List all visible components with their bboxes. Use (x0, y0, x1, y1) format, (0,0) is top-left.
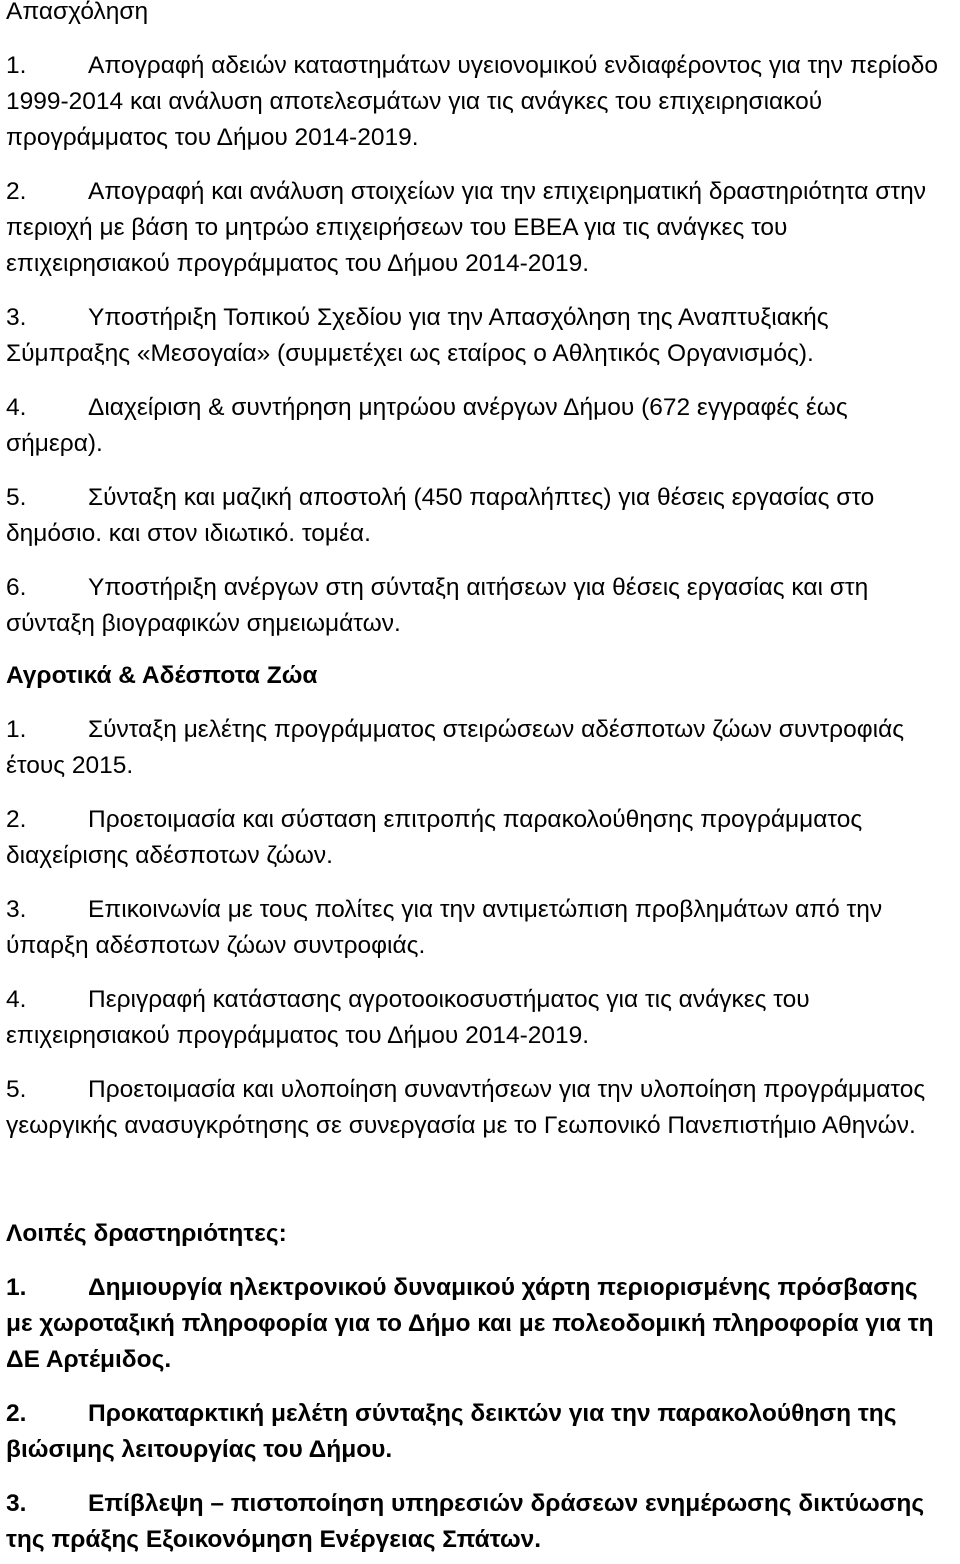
item-number: 4. (6, 394, 27, 421)
item-number: 3. (6, 896, 27, 923)
item-text: Επικοινωνία με τους πολίτες για την αντιμετώπιση προβλημάτων από την ύπαρξη αδέσποτων ζώων συντροφιάς. (6, 896, 883, 959)
list-item (6, 570, 950, 642)
item-number: 4. (6, 986, 27, 1013)
item-number: 6. (6, 574, 27, 601)
item-text: Απογραφή και ανάλυση στοιχείων για την επιχειρηματική δραστηριότητα στην περιοχή με βάση το μητρώο επιχειρήσεων του ΕΒΕΑ για τις ανάγκες του επιχειρησιακού προγράμματος του Δήμου 2014-2019. (6, 178, 926, 277)
item-text: Προκαταρκτική μελέτη σύνταξης δεικτών για την παρακολούθηση της βιώσιμης λειτουργίας του Δήμου. (6, 1400, 897, 1463)
list-item (6, 174, 950, 282)
item-text: Σύνταξη και μαζική αποστολή (450 παραλήπτες) για θέσεις εργασίας στο δημόσιο. και στον ιδιωτικό. τομέα. (6, 484, 875, 547)
list-item (6, 1270, 950, 1378)
list-item (6, 982, 950, 1054)
item-text: Υποστήριξη ανέργων στη σύνταξη αιτήσεων για θέσεις εργασίας και στη σύνταξη βιογραφικών σημειωμάτων. (6, 574, 869, 637)
item-text: Περιγραφή κατάστασης αγροτοοικοσυστήματος για τις ανάγκες του επιχειρησιακού προγράμματος του Δήμου 2014-2019. (6, 986, 810, 1049)
list-item (6, 1396, 950, 1468)
item-number: 3. (6, 1490, 27, 1517)
list-item (6, 712, 950, 784)
list-item (6, 48, 950, 156)
item-number: 5. (6, 484, 27, 511)
item-number: 2. (6, 1400, 27, 1427)
item-text: Δημιουργία ηλεκτρονικού δυναμικού χάρτη περιορισμένης πρόσβασης με χωροταξική πληροφορία για το Δήμο και με πολεοδομική πληροφορία για τη ΔΕ Αρτέμιδος. (6, 1274, 934, 1373)
list-item (6, 1486, 950, 1558)
other-activities-list (6, 1270, 950, 1558)
item-text: Απογραφή αδειών καταστημάτων υγειονομικού ενδιαφέροντος για την περίοδο 1999-2014 και ανάλυση αποτελεσμάτων για τις ανάγκες του επιχειρησιακού προγράμματος του Δήμου 2014-2019. (6, 52, 938, 151)
item-number: 1. (6, 52, 27, 79)
list-item (6, 802, 950, 874)
list-item (6, 1072, 950, 1144)
item-number: 1. (6, 716, 27, 743)
item-number: 2. (6, 178, 27, 205)
item-text: Προετοιμασία και υλοποίηση συναντήσεων για την υλοποίηση προγράμματος γεωργικής ανασυγκρότησης σε συνεργασία με το Γεωπονικό Πανεπιστήμιο Αθηνών. (6, 1076, 926, 1139)
item-number: 5. (6, 1076, 27, 1103)
list-item (6, 480, 950, 552)
item-text: Επίβλεψη – πιστοποίηση υπηρεσιών δράσεων ενημέρωσης δικτύωσης της πράξης Εξοικονόμηση Ενέργειας Σπάτων. (6, 1490, 925, 1553)
section-title-other: Λοιπές δραστηριότητες: (6, 1220, 287, 1247)
item-number: 3. (6, 304, 27, 331)
item-text: Προετοιμασία και σύσταση επιτροπής παρακολούθησης προγράμματος διαχείρισης αδέσποτων ζώων. (6, 806, 863, 869)
section-title-agriculture: Αγροτικά & Αδέσποτα Ζώα (6, 662, 318, 689)
item-text: Σύνταξη μελέτης προγράμματος στειρώσεων αδέσποτων ζώων συντροφιάς έτους 2015. (6, 716, 905, 779)
section-title-employment: Απασχόληση (6, 0, 149, 25)
item-text: Διαχείριση & συντήρηση μητρώου ανέργων Δήμου (672 εγγραφές έως σήμερα). (6, 394, 848, 457)
item-text: Υποστήριξη Τοπικού Σχεδίου για την Απασχόληση της Αναπτυξιακής Σύμπραξης «Μεσογαία» (συμμετέχει ως εταίρος ο Αθλητικός Οργανισμός). (6, 304, 829, 367)
item-number: 1. (6, 1274, 27, 1301)
employment-list (6, 48, 950, 642)
agriculture-list (6, 712, 950, 1144)
list-item (6, 892, 950, 964)
list-item (6, 300, 950, 372)
list-item (6, 390, 950, 462)
item-number: 2. (6, 806, 27, 833)
